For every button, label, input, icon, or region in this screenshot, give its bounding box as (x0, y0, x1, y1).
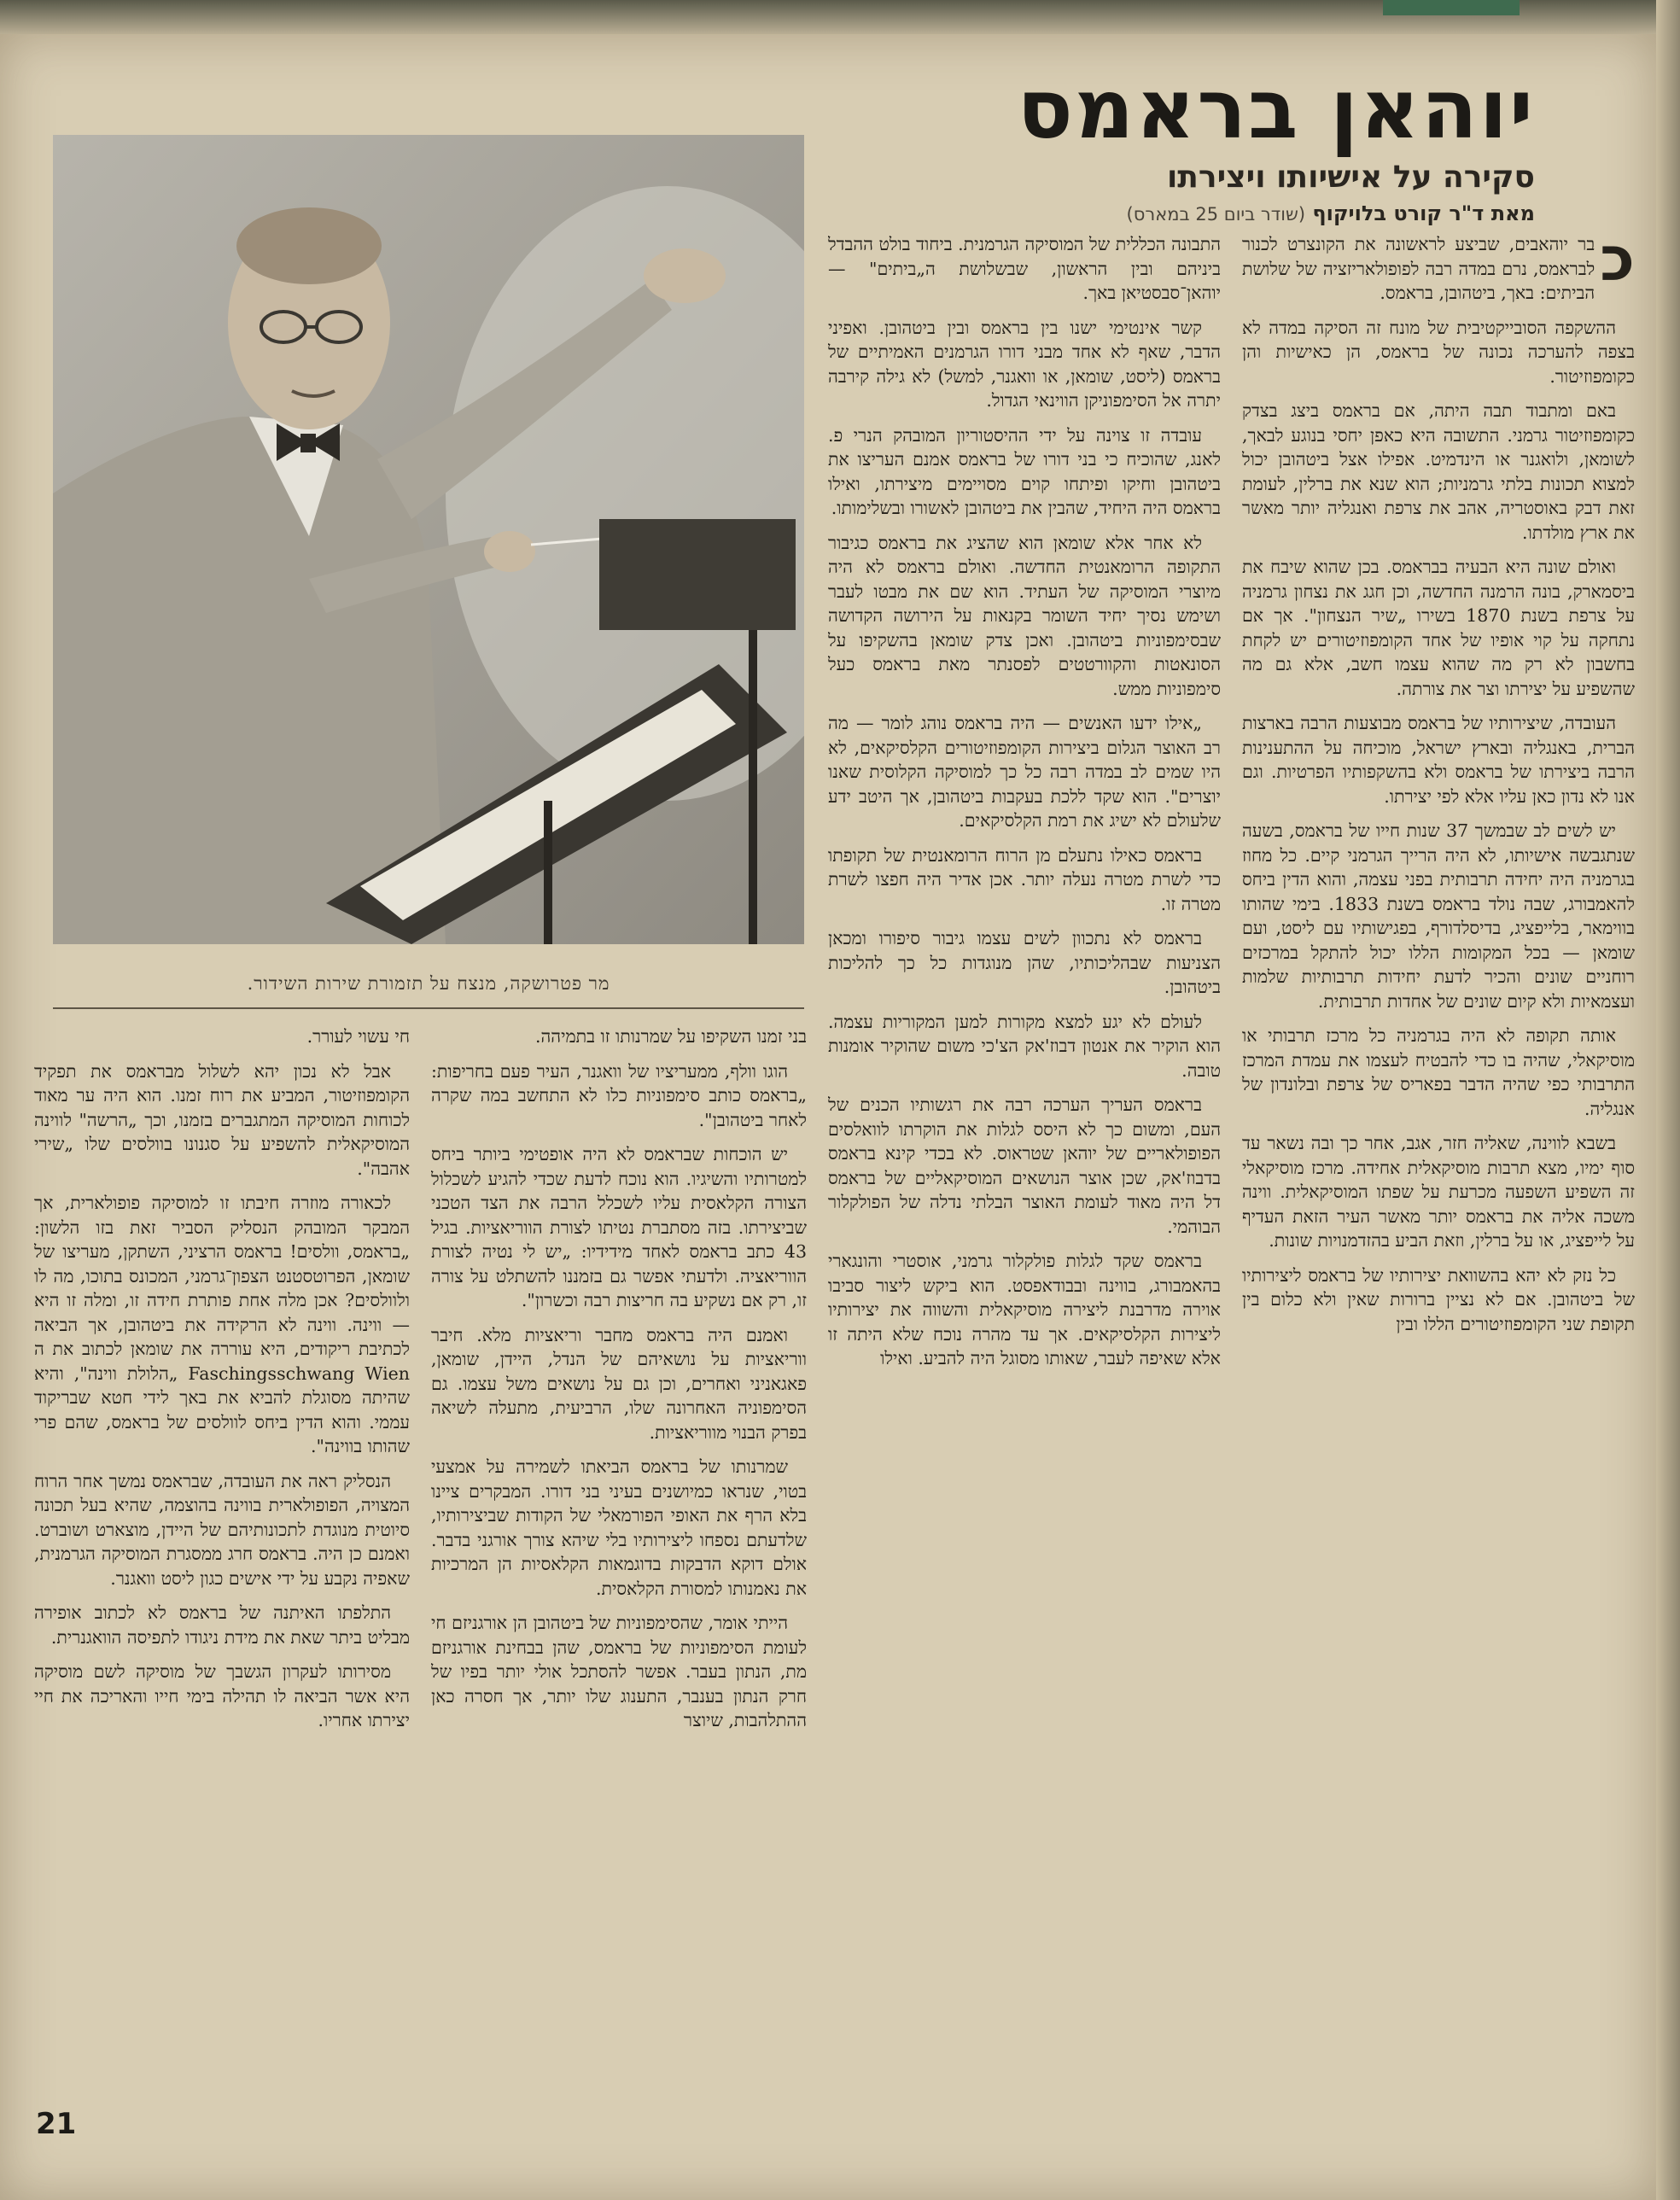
article-column-4 (34, 1024, 410, 2134)
article-column-3 (431, 1024, 807, 2194)
paragraph: ואולם שונה היא הבעיה בבראמס. בכן שהוא שיבח את ביסמארק, בונה הרמנה החדשה, וכן חגג את נצחון גרמניה על צרפת בשנת 1870 בשירו „שיר הנצחון". אך אם נתחקה על קוי אופיו של אחד הקומפוזיטורים יש לקחת בחשבון לא רק מה שהוא עצמו חשב, אלא גם מה שהשפיע על יצירתו וצר את צורתה. (1242, 557, 1635, 699)
author-line: מאת ד"ר קורט בלויקוף (1312, 201, 1535, 225)
article-column-2 (828, 232, 1221, 2196)
paragraph: לכאורה מוזרה חיבתו זו למוסיקה פופולארית, אך המבקר המובהק הנסליק הסביר זאת בזו הלשון: „בראמס, וולסים! בראמס הרציני, השתקן, מעריצו של שומאן, הפרוטסטנט הצפון־גרמני, המכונס בתוכו, מה לו ולוולסים? אכן מלה אחת פותרת חידה זו, ומלה זו היא — ווינה. ווינה לא הרקידה את ביטהובן, אך הביאה לכתיבת ריקודים, היא עוררה את שומאן לכתוב את ה Faschingsschwang Wien „הלולת ווינה", והיא שהיתה מסוגלת להביא את באך לידי חטא שבריקוד עממי. והוא הדין ביחס לוולסים של בראמס, שהם פרי שהותו בווינה". (34, 1193, 410, 1456)
paragraph: בראמס שקד לגלות פולקלור גרמני, אוסטרי והונגארי בהאמבורג, בווינה ובבודאפסט. הוא ביקש ליצור סביבו אוירה מדרבנת ליצירה מוסיקאלית והשווה את יצירותיו ליצירות הקלסיקאים. אך עד מהרה נוכח שלא היתה זו אלא שאיפה לעבר, שאותו מסוגל היה להביע. ואילו (828, 1251, 1221, 1368)
drop-cap: כ (1600, 232, 1635, 295)
paragraph: ההשקפה הסובייקטיבית של מונח זה הסיקה במדה לא בצפה להערכה נכונה של בראמס, הן כאישיות והן כקומפוזיטור. (1242, 317, 1635, 387)
divider-rule (53, 1007, 804, 1009)
paragraph: כ בר יוהאבים, שביצע לראשונה את הקונצרט לכנור לבראמס, נרם במדה רבה לפופולאריזציה של שלושת הביתים: באך, ביטהובן, בראמס. (1242, 232, 1635, 303)
paragraph: הוגו וולף, ממעריציו של וואגנר, העיר פעם בחריפות: „בראמס כותב סימפוניות כלו לא התחשב במה שקרה לאחר ביטהובן". (431, 1060, 807, 1130)
paragraph: באם ומתבוד תבה היתה, אם בראמס ביצג בצדק כקומפוזיטור גרמני. התשובה היא כאפן יחסי בנוגע לבאך, לשומאן, ולואגנר או הינדמיט. אפילו אצל ביטהובן יכול למצוא תכונות בלתי גרמניות; הוא שנא את ברלין, לעומת זאת דבק באוסטריה, אהב את צרפת ואנגליה יותר מאשר את ארץ מולדתו. (1242, 400, 1635, 543)
paragraph: הייתי אומר, שהסימפוניות של ביטהובן הן אורגניזם חי לעומת הסימפוניות של בראמס, שהן בבחינת אורגניזם מת, הנתון בעבר. אפשר להסתכל אולי יותר בפיו של חרק הנתון בענבר, התענוג שלו יותר, אך חסרה כאן ההתלהבות, שיוצר (431, 1613, 807, 1730)
paragraph: עובדה זו צוינה על ידי ההיסטוריון המובהק הנרי פ. לאנג, שהוכיח כי בני דורו של בראמס אמנם העריצו את ביטהובן וחיקו ופיתחו קוים מסויימים מיצירתו, ואילו בראמס היה היחיד, שהבין את ביטהובן לאשורו ובשלימותו. (828, 424, 1221, 518)
paragraph: בראמס לא נתכוון לשים עצמו גיבור סיפורו ומכאן הצניעות שבהליכותיו, שהן מנוגדות כל כך להליכות ביטהובן. (828, 928, 1221, 997)
paragraph: בראמס כאילו נתעלם מן הרוח הרומאנטית של תקופתו כדי לשרת מטרה נעלה יותר. אכן אדיר היה חפצו לשרת מטרה זו. (828, 844, 1221, 914)
paragraph: אותה תקופה לא היה בגרמניה כל מרכז תרבותי או מוסיקאלי, שהיה בו כדי להבטיח לעצמו את עמדת המרכז התרבותי כפי שהיה הדבר בפאריס של צרפת ובלונדון של אנגליה. (1242, 1025, 1635, 1119)
page-number: 21 (36, 2107, 77, 2141)
paragraph: חי עשוי לעורר. (306, 1026, 410, 1047)
paragraph: כל נזק לא יהא בהשוואת יצירותיו של בראמס ליצירותיו של ביטהובן. אם לא נציין ברורות שאין ולא כלום בין תקופת שני הקומפוזיטורים הללו ובין (1242, 1264, 1635, 1334)
paragraph: שמרנותו של בראמס הביאתו לשמירה על אמצעי בטוי, שנראו כמיושנים בעיני בני דורו. המבקרים ציינו בלא הרף את האופי הפורמאלי של הקודות שביצירותיו, שלדעתם נספחו ליצירותיו בלי שיהא צורך אורגני בדבר. אולם דוקא הדבקות בדוגמאות הקלאסיות הן המרכיות את נאמנותו למסורת הקלאסית. (431, 1456, 807, 1599)
paragraph: ואמנם היה בראמס מחבר וריאציות מלא. חיבר ווריאציות על נושאיהם של הנדל, היידן, שומאן, פאגאניני ואחרים, וכן גם על נושאים משל עצמו. גם הסימפוניה האחרונה שלו, הרביעית, מתעלה לשיאה בפרק הבנוי מווריאציות. (431, 1324, 807, 1443)
green-tab (1383, 0, 1520, 15)
paragraph: בשבא לווינה, שאליה חזר, אגב, אחר כך ובה נשאר עד סוף ימיו, מצא תרבות מוסיקאלית אחידה. מרכז מוסיקאלי זה השפיע השפעה מכרעת על שפתו המוסיקאלית. ווינה משכה אליה את בראמס יותר מאשר העיר הזאת העדיף על לייפציג, או על ברלין, וזאת הביע בהזדמנויות שונות. (1242, 1133, 1635, 1251)
article-byline (886, 201, 1535, 225)
paragraph: העובדה, שיצירותיו של בראמס מבוצעות הרבה בארצות הברית, באנגליה ובארץ ישראל, מוכיחה על ההתענינות הרבה ביצירתו של בראמס ולא בהשקפותיו הפרטיות. וגם אנו לא נדון כאן עליו אלא לפי יצירתו. (1242, 713, 1635, 807)
paragraph: התבונה הכללית של המוסיקה הגרמנית. ביחוד בולט ההבדל ביניהם ובין הראשון, שבשלושת ה„ביתים" — יוהאן־סבסטיאן באך. (828, 234, 1221, 303)
article-column-1 (1242, 232, 1635, 2196)
paragraph: יש לשים לב שבמשך 37 שנות חייו של בראמס, בשעה שנתגבשה אישיותו, לא היה הרייך הגרמני קיים. כל מחוז בגרמניה היה יחידה תרבותית בפני עצמה, והוא הדין ביחס להאמבורג, שבה נולד בראמס בשנת 1833. בימי שהותו בווימאר, בלייפציג, בדיסלדורף, בפגישותיו עם ליסט, ועם שומאן — בכל המקומות הללו יכול להתקל במרכזים רוחניים שונים והכיר לדעת יחידות תרבותיות שלמות ועצמאיות ולא קיום שונים של אחדות תרבותית. (1242, 820, 1635, 1012)
conductor-photo-illustration (53, 135, 804, 944)
page-edge (1656, 0, 1680, 2200)
article-subtitle: סקירה על אישיותו ויצירתו (1166, 160, 1535, 195)
paragraph: „אילו ידעו האנשים — היה בראמס נוהג לומר — מה רב האוצר הגלום ביצירות הקומפוזיטורים הקלסיקאים, לא היו שמים לב במדה רבה כל כך למוסיקה הקלוסית שאנו יוצרים". הוא שקד ללכת בעקבות ביטהובן, אך היטב ידע שלעולם לא ישיג את רמת הקלסיקאים. (828, 713, 1221, 831)
paragraph: בראמס העריך הערכה רבה את רגשותיו הכנים של העם, ומשום כך לא היסס לגלות את הוקרתו לוואלסים הפופולאריים של יוהאן שטראוס. לא בכדי קינא בראמס בדבוז'אק, שכן אוצר הנושאים המוסיקאליים של בראמס דל היה מאוד לעומת האוצר הבלתי נדלה של הפולקלור הבוהמי. (828, 1094, 1221, 1237)
paragraph: לעולם לא יגע למצא מקורות למען המקוריות עצמה. הוא הוקיר את אנטון דבוז'אק הצ'כי משום שהוקיר אומנות טובה. (828, 1011, 1221, 1081)
paragraph: אבל לא נכון יהא לשלול מבראמס את תפקיד הקומפוזיטור, המביע את רוח זמנו. הוא היה ער מאוד לכוחות המוסיקה המתגברים בזמנו, וכך „הרשה" לווינה המוסיקאלית להשפיע על סגנונו בוולסים שלו „שירי אהבה". (34, 1060, 410, 1179)
paragraph: יש הוכחות שבראמס לא היה אופטימי ביותר ביחס למטרותיו והשיגיו. הוא נוכח לדעת שכדי להגיע לשכלול הצורה הקלאסית עליו לשכלל הרבה את הצד הטכני שביצירתו. בזה מסתברת נטיתו לצורת הווריאציות. בגיל 43 כתב בראמס לאחד מידידיו: „יש לי נטיה לצורת הווריאציה. ולדעתי אפשר גם בזמננו להשתלט על צורה זו, רק אם נשקיע בה חריצות רבה וכשרון". (431, 1144, 807, 1310)
paragraph: מסירותו לעקרון הגשבך של מוסיקה לשם מוסיקה היא אשר הביאה לו תהילה בימי חייו והאריכה את חיי יצירתו אחריו. (34, 1661, 410, 1730)
paragraph: לא אחר אלא שומאן הוא שהציג את בראמס כגיבור התקופה הרומאנטית החדשה. ואולם בראמס לא היה מיוצרי המוסיקה של העתיד. הוא שם את מבטו לעבר ושימש נסיך יחיד השומר בקנאות על הירושה הקדושה שבסימפוניות ביטהובן. ואכן צדק שומאן בהשקיפו על הסונאטות והקוורטטים לפסנתר מאת בראמס כעל סימפוניות ממש. (828, 532, 1221, 699)
conductor-photo (53, 135, 804, 944)
paragraph: בני זמנו השקיפו על שמרנותו זו בתמיהה. (535, 1026, 807, 1047)
paragraph: הנסליק ראה את העובדה, שבראמס נמשך אחר הרוח המצויה, הפופולארית בווינה בהוצמה, שהיא בעל תכונה סיוטית מנוגדת לתכונותיהם של היידן, מוצארט ושוברט. ואמנם כן היה. בראמס חרג ממסגרת המוסיקה הגרמנית, שאפיה נקבע על ידי אישים כגון ליסט וואגנר. (34, 1470, 410, 1589)
photo-caption: מר פטרושקה, מנצח על תזמורת שירות השידור. (247, 973, 610, 994)
broadcast-note: (שודר ביום 25 במארס) (1126, 204, 1306, 225)
paragraph: התלפתו האיתנה של בראמס לא לכתוב אופירה מבליט ביתר שאת את מידת ניגודו לתפיסה הוואגנרית. (34, 1602, 410, 1648)
article-title: יוהאן בראמס (1017, 61, 1535, 157)
paragraph: קשר אינטימי ישנו בין בראמס ובין ביטהובן. ואפיני הדבר, שאף לא אחד מבני דורו הגרמנים האמיתיים של בראמס (ליסט, שומאן, או וואגנר, למשל) לא גילה קירבה יתרה אל הסימפוניקן הווינאי הגדול. (828, 317, 1221, 411)
